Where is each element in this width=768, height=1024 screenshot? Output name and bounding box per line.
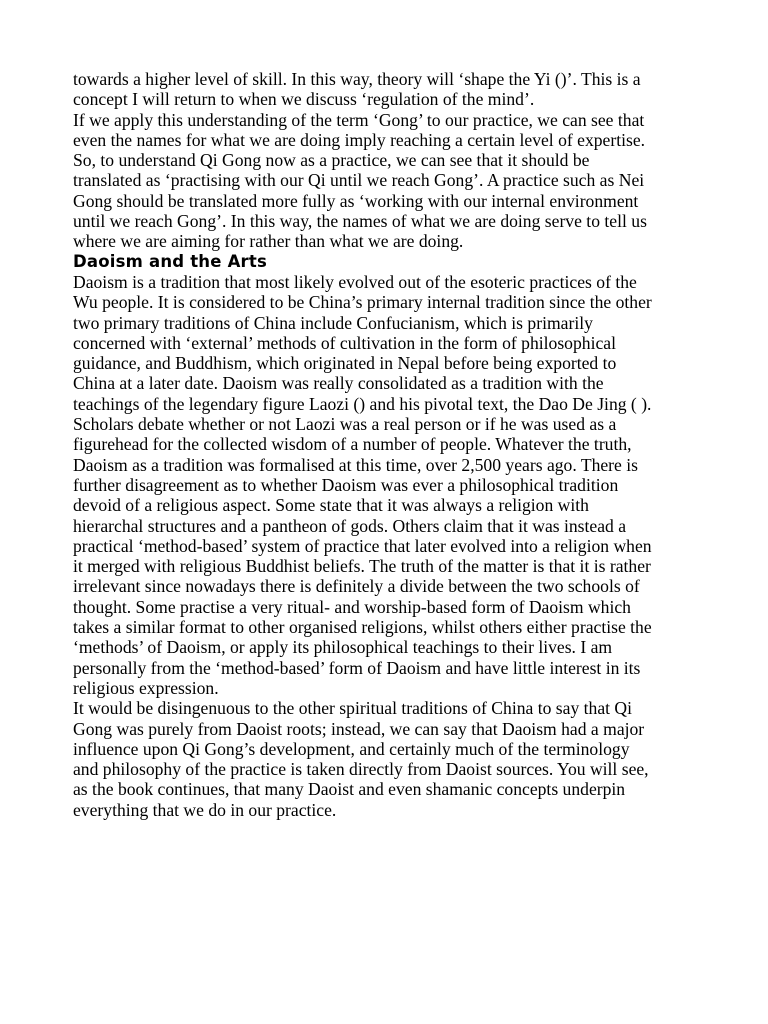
paragraph-daoism-tradition: Daoism is a tradition that most likely evolved out of the esoteric practices of the Wu people. It is considered to be China’s primary internal tradition since the other two primary traditions of China include Confucianism, which is primarily concerned with ‘external’ methods of cultivation in the form of philosophical guidance, and Buddhism, which originated in Nepal before being exported to China at a later date. Daoism was really consolidated as a tradition with the teachings of the legendary figure Laozi () and his pivotal text, the Dao De Jing ( ). Scholars debate whether or not Laozi was a real person or if he was used as a figurehead for the collected wisdom of a number of people. Whatever the truth, Daoism as a tradition was formalised at this time, over 2,500 years ago. There is further disagreement as to whether Daoism was ever a philosophical tradition devoid of a religious aspect. Some state that it was always a religion with hierarchal structures and a pantheon of gods. Others claim that it was instead a practical ‘method-based’ system of practice that later evolved into a religion when it merged with religious Buddhist beliefs. The truth of the matter is that it is rather irrelevant since nowadays there is definitely a divide between the two schools of thought. Some practise a very ritual- and worship-based form of Daoism which takes a similar format to other organised religions, whilst others either practise the ‘methods’ of Daoism, or apply its philosophical teachings to their lives. I am personally from the ‘method-based’ form of Daoism and have little interest in its religious expression.: [73, 271, 652, 698]
paragraph-continuation: towards a higher level of skill. In this way, theory will ‘shape the Yi ()’. This is a concept I will return to when we discuss ‘regulation of the mind’.: [73, 69, 641, 110]
paragraph-gong-meaning: If we apply this understanding of the term ‘Gong’ to our practice, we can see that even the names for what we are doing imply reaching a certain level of expertise. So, to understand Qi Gong now as a practice, we can see that it should be translated as ‘practising with our Qi until we reach Gong’. A practice such as Nei Gong should be translated more fully as ‘working with our internal environment until we reach Gong’. In this way, the names of what we are doing serve to tell us where we are aiming for rather than what we are doing.: [73, 109, 647, 252]
document-page: [73, 69, 703, 820]
paragraph-daoism-influence: It would be disingenuous to the other spiritual traditions of China to say that Qi Gong was purely from Daoist roots; instead, we can say that Daoism had a major influence upon Qi Gong’s development, and certainly much of the terminology and philosophy of the practice is taken directly from Daoist sources. You will see, as the book continues, that many Daoist and even shamanic concepts underpin everything that we do in our practice.: [73, 698, 649, 820]
section-heading: Daoism and the Arts: [73, 251, 268, 271]
